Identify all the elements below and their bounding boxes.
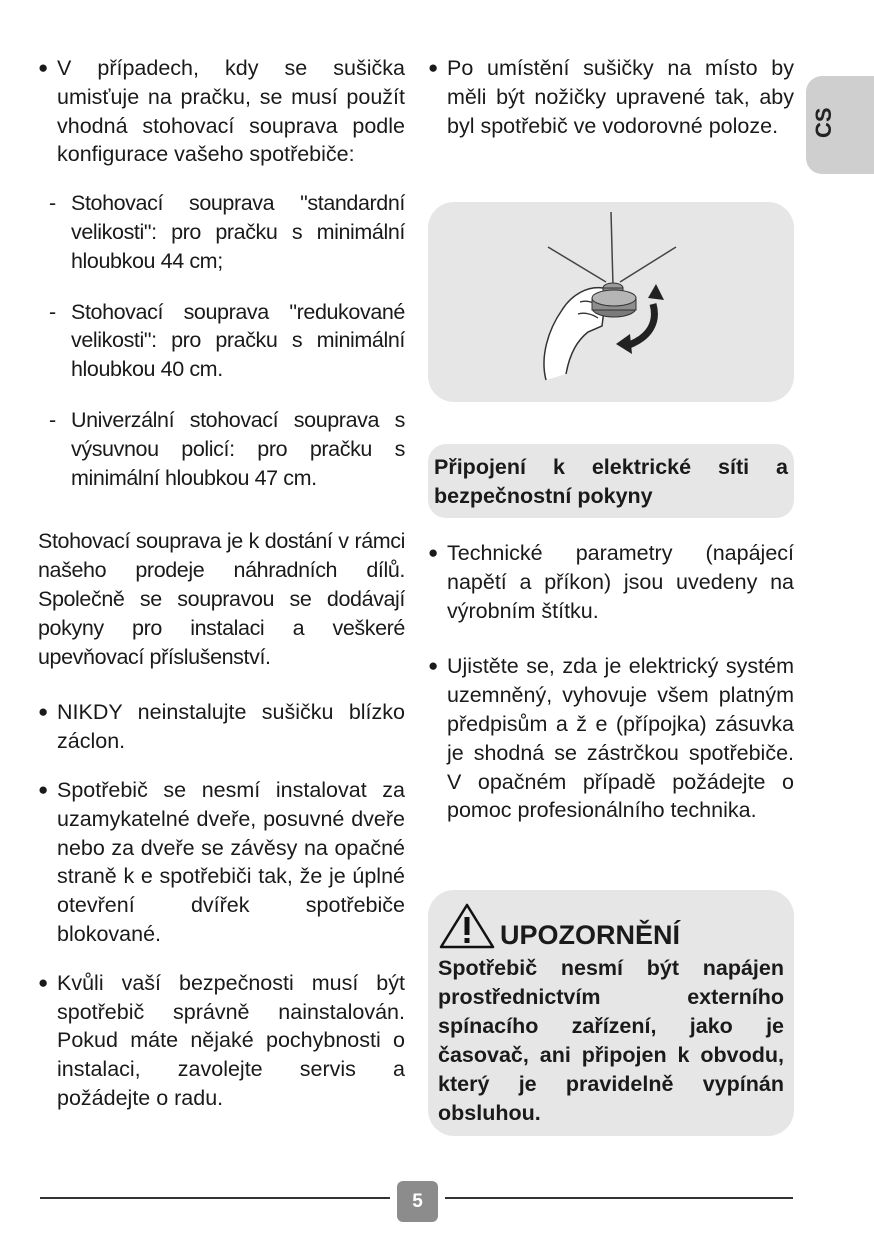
bullet-doors: [38, 776, 405, 949]
bullet-text: Po umístění sušičky na místo by měli být nožičky upravené tak, aby byl spotřebič ve vodorovné poloze.: [447, 56, 794, 138]
right-column-top: [428, 54, 794, 140]
warning-title: UPOZORNĚNÍ: [500, 920, 681, 950]
left-column: [38, 54, 405, 1113]
bullet-dot: ●: [38, 779, 49, 799]
bullet-dot: ●: [428, 58, 439, 77]
dash-mark: -: [49, 191, 56, 216]
dash-mark: -: [49, 407, 56, 432]
bullet-technical-parameters: [428, 539, 794, 625]
adjustable-foot-image: [428, 202, 794, 402]
footer-rule-left: [40, 1197, 390, 1199]
dash-mark: -: [49, 299, 56, 324]
bullet-text: Ujistěte se, zda je elektrický systém uzemněný, vyhovuje všem platným předpisům a ž e (přípojka) zásuvka je shodná se zástrčkou spotřebiče. V opačném případě požádejte o pomoc profesionálního technika.: [447, 654, 794, 823]
section-heading-box: [428, 444, 794, 518]
bullet-safety-installation: [38, 969, 405, 1113]
dash-item-standard-kit: [38, 189, 405, 275]
dash-text: Stohovací souprava "redukované velikosti": pro pračku s minimální hloubkou 40 cm.: [71, 299, 405, 382]
right-column-electrical: [428, 539, 794, 825]
section-heading: Připojení k elektrické síti a bezpečnostní pokyny: [434, 455, 788, 508]
warning-box: [428, 890, 794, 1136]
dash-text: Univerzální stohovací souprava s výsuvnou policí: pro pračku s minimální hloubkou 47 cm.: [71, 407, 405, 490]
warning-text: Spotřebič nesmí být napájen prostřednictvím externího spínacího zařízení, jako je časovač, ani připojen k obvodu, který je pravidelně vypínán obsluhou.: [438, 956, 784, 1125]
dash-text: Stohovací souprava "standardní velikosti": pro pračku s minimální hloubkou 44 cm;: [71, 191, 405, 273]
language-tab: [806, 76, 874, 174]
footer-rule-right: [445, 1197, 793, 1199]
bullet-dot: ●: [38, 58, 49, 77]
bullet-dot: ●: [38, 972, 49, 992]
bullet-grounding: [428, 652, 794, 825]
foot-adjustment-illustration: [428, 202, 794, 402]
warning-header: [438, 898, 784, 950]
bullet-curtains: [38, 698, 405, 756]
bullet-dot: ●: [428, 656, 439, 676]
bullet-dot: ●: [428, 543, 439, 562]
bullet-text: Kvůli vaší bezpečnosti musí být spotřebič správně nainstalován. Pokud máte nějaké pochybnosti o instalaci, zavolejte servis a požádejte o radu.: [57, 970, 405, 1110]
dash-item-universal-kit: [38, 406, 405, 492]
page-number: 5: [397, 1181, 438, 1222]
bullet-text: Technické parametry (napájecí napětí a příkon) jsou uvedeny na výrobním štítku.: [447, 541, 794, 623]
language-code: CS: [811, 107, 836, 138]
spare-parts-paragraph: Stohovací souprava je k dostání v rámci našeho prodeje náhradních dílů. Společně se soupravou se dodávají pokyny pro instalaci a veškeré upevňovací příslušenství.: [38, 529, 405, 669]
warning-triangle-icon: [438, 902, 496, 950]
bullet-text: V případech, kdy se sušička umisťuje na pračku, se musí použít vhodná stohovací souprava podle konfigurace vašeho spotřebiče:: [57, 56, 405, 167]
bullet-dot: ●: [38, 702, 49, 722]
bullet-text: Spotřebič se nesmí instalovat za uzamykatelné dveře, posuvné dveře nebo za dveře se závěsy na opačné straně k e spotřebiči tak, že je úplné otevření dvířek spotřebiče blokované.: [57, 777, 405, 946]
bullet-level-feet: [428, 54, 794, 140]
dash-item-reduced-kit: [38, 298, 405, 384]
bullet-text: NIKDY neinstalujte sušičku blízko záclon.: [57, 700, 405, 754]
bullet-stacking-kit: [38, 54, 405, 169]
